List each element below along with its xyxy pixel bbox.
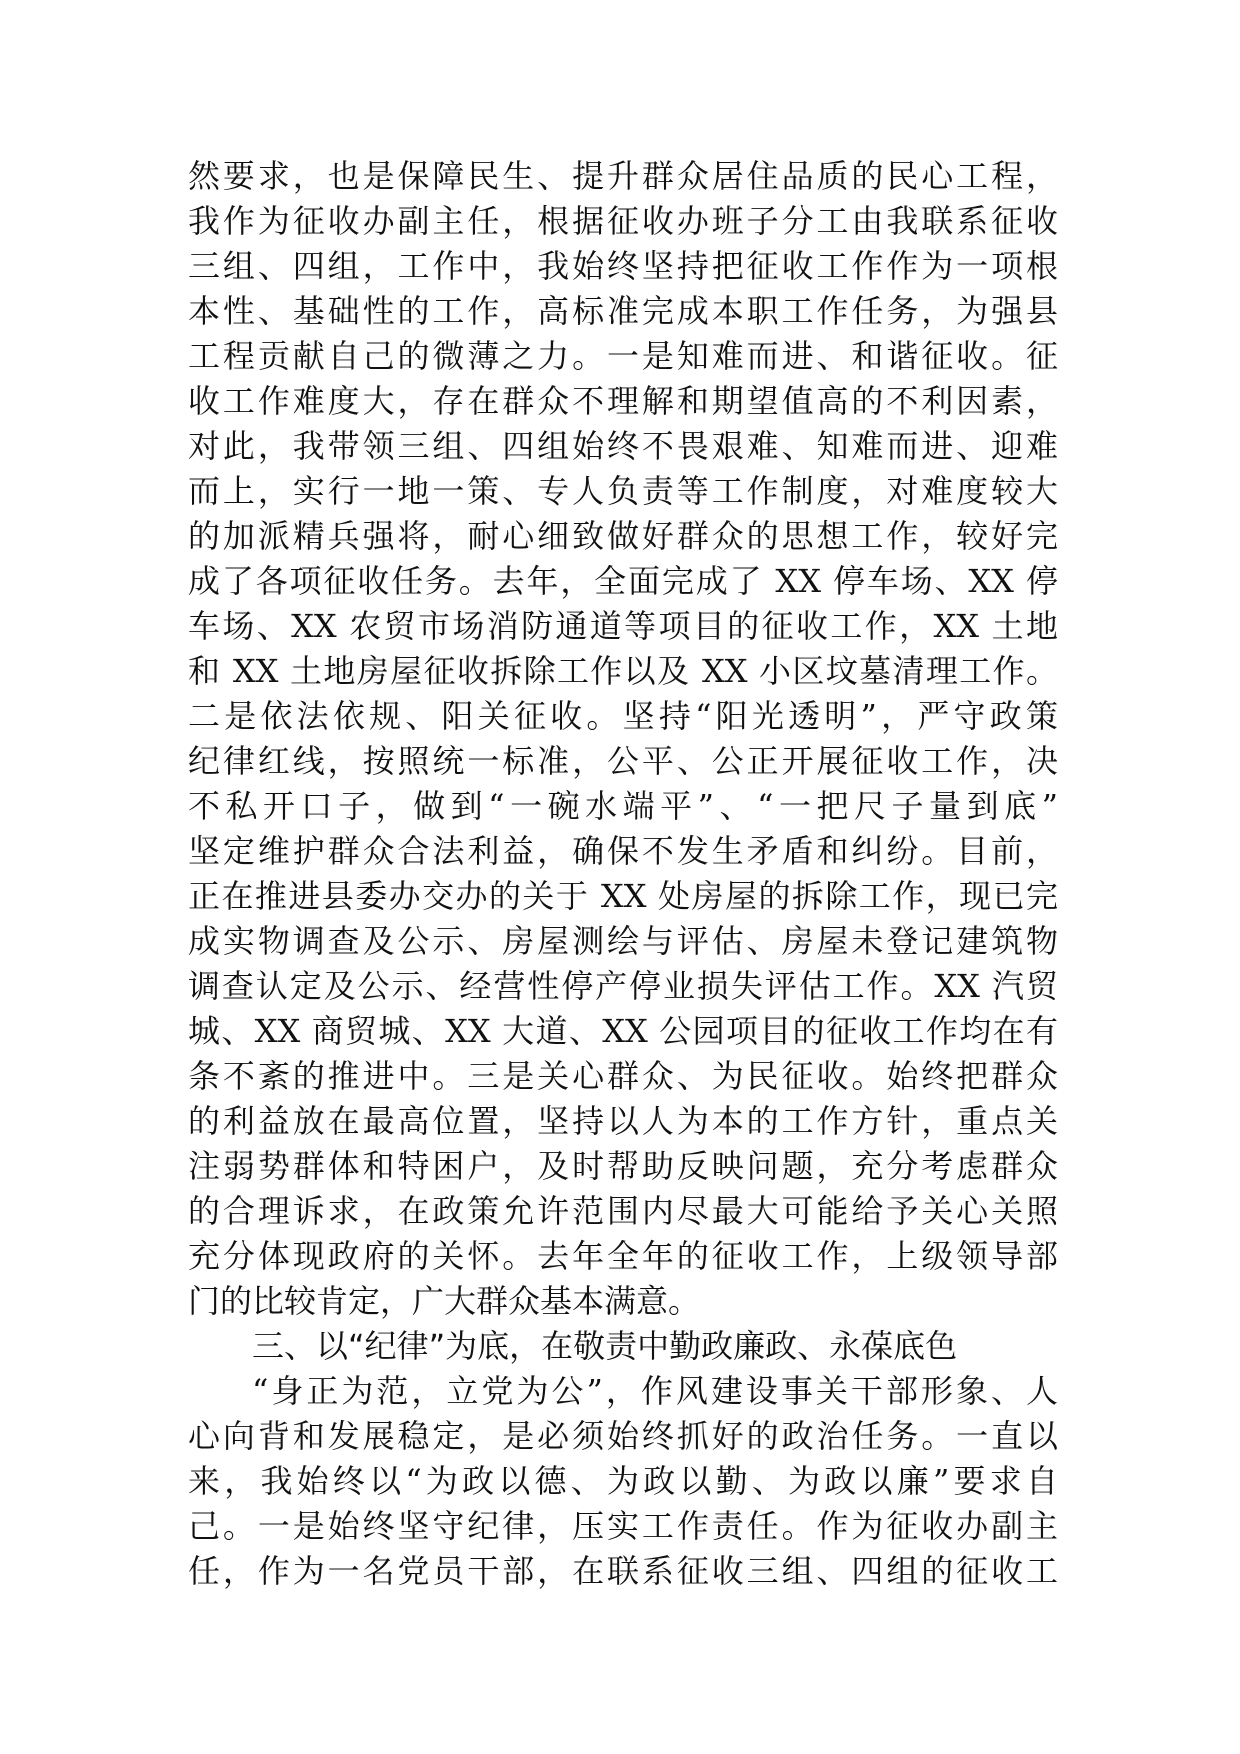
text-line: 然要求，也是保障民生、提升群众居住品质的民心工程， <box>188 157 1058 195</box>
text-line: 的利益放在最高位置，坚持以人为本的工作方针，重点关 <box>188 1102 1058 1140</box>
text-line: 和 XX 土地房屋征收拆除工作以及 XX 小区坟墓清理工作。 <box>188 652 1058 690</box>
text-line: 工程贡献自己的微薄之力。一是知难而进、和谐征收。征 <box>188 337 1058 375</box>
text-line: 来，我始终以“为政以德、为政以勤、为政以廉”要求自 <box>188 1462 1058 1500</box>
text-line: 而上，实行一地一策、专人负责等工作制度，对难度较大 <box>188 472 1058 510</box>
text-line: 条不紊的推进中。三是关心群众、为民征收。始终把群众 <box>188 1057 1058 1095</box>
text-line: 我作为征收办副主任，根据征收办班子分工由我联系征收 <box>188 202 1058 240</box>
text-line: 收工作难度大，存在群众不理解和期望值高的不利因素， <box>188 382 1058 420</box>
text-line: 本性、基础性的工作，高标准完成本职工作任务，为强县 <box>188 292 1058 330</box>
text-line: 注弱势群体和特困户，及时帮助反映问题，充分考虑群众 <box>188 1147 1058 1185</box>
body-paragraph <box>188 154 1058 1324</box>
body-paragraph <box>188 1369 1058 1594</box>
text-line: 纪律红线，按照统一标准，公平、公正开展征收工作，决 <box>188 742 1058 780</box>
section-heading: 三、以“纪律”为底，在敬责中勤政廉政、永葆底色 <box>252 1327 958 1365</box>
text-line: 二是依法依规、阳关征收。坚持“阳光透明”，严守政策 <box>188 697 1058 735</box>
document-page <box>188 154 1058 1594</box>
text-line: 充分体现政府的关怀。去年全年的征收工作，上级领导部 <box>188 1237 1058 1275</box>
text-line: 调查认定及公示、经营性停产停业损失评估工作。XX 汽贸 <box>188 967 1058 1005</box>
text-line: 门的比较肯定，广大群众基本满意。 <box>188 1282 701 1320</box>
text-line: 的加派精兵强将，耐心细致做好群众的思想工作，较好完 <box>188 517 1058 555</box>
text-line: 不私开口子，做到“一碗水端平”、“一把尺子量到底” <box>188 787 1058 825</box>
text-line: 成实物调查及公示、房屋测绘与评估、房屋未登记建筑物 <box>188 922 1058 960</box>
text-line: 任，作为一名党员干部，在联系征收三组、四组的征收工 <box>188 1552 1058 1590</box>
text-line: 对此，我带领三组、四组始终不畏艰难、知难而进、迎难 <box>188 427 1058 465</box>
text-line: 成了各项征收任务。去年，全面完成了 XX 停车场、XX 停 <box>188 562 1058 600</box>
text-line: 心向背和发展稳定，是必须始终抓好的政治任务。一直以 <box>188 1417 1058 1455</box>
text-line: 城、XX 商贸城、XX 大道、XX 公园项目的征收工作均在有 <box>188 1012 1058 1050</box>
text-line: “身正为范，立党为公”，作风建设事关干部形象、人 <box>252 1372 1058 1410</box>
text-line: 坚定维护群众合法利益，确保不发生矛盾和纠纷。目前， <box>188 832 1058 870</box>
text-line: 三组、四组，工作中，我始终坚持把征收工作作为一项根 <box>188 247 1058 285</box>
text-line: 车场、XX 农贸市场消防通道等项目的征收工作，XX 土地 <box>188 607 1058 645</box>
text-line: 己。一是始终坚守纪律，压实工作责任。作为征收办副主 <box>188 1507 1058 1545</box>
text-line: 的合理诉求，在政策允许范围内尽最大可能给予关心关照 <box>188 1192 1058 1230</box>
text-line: 正在推进县委办交办的关于 XX 处房屋的拆除工作，现已完 <box>188 877 1058 915</box>
